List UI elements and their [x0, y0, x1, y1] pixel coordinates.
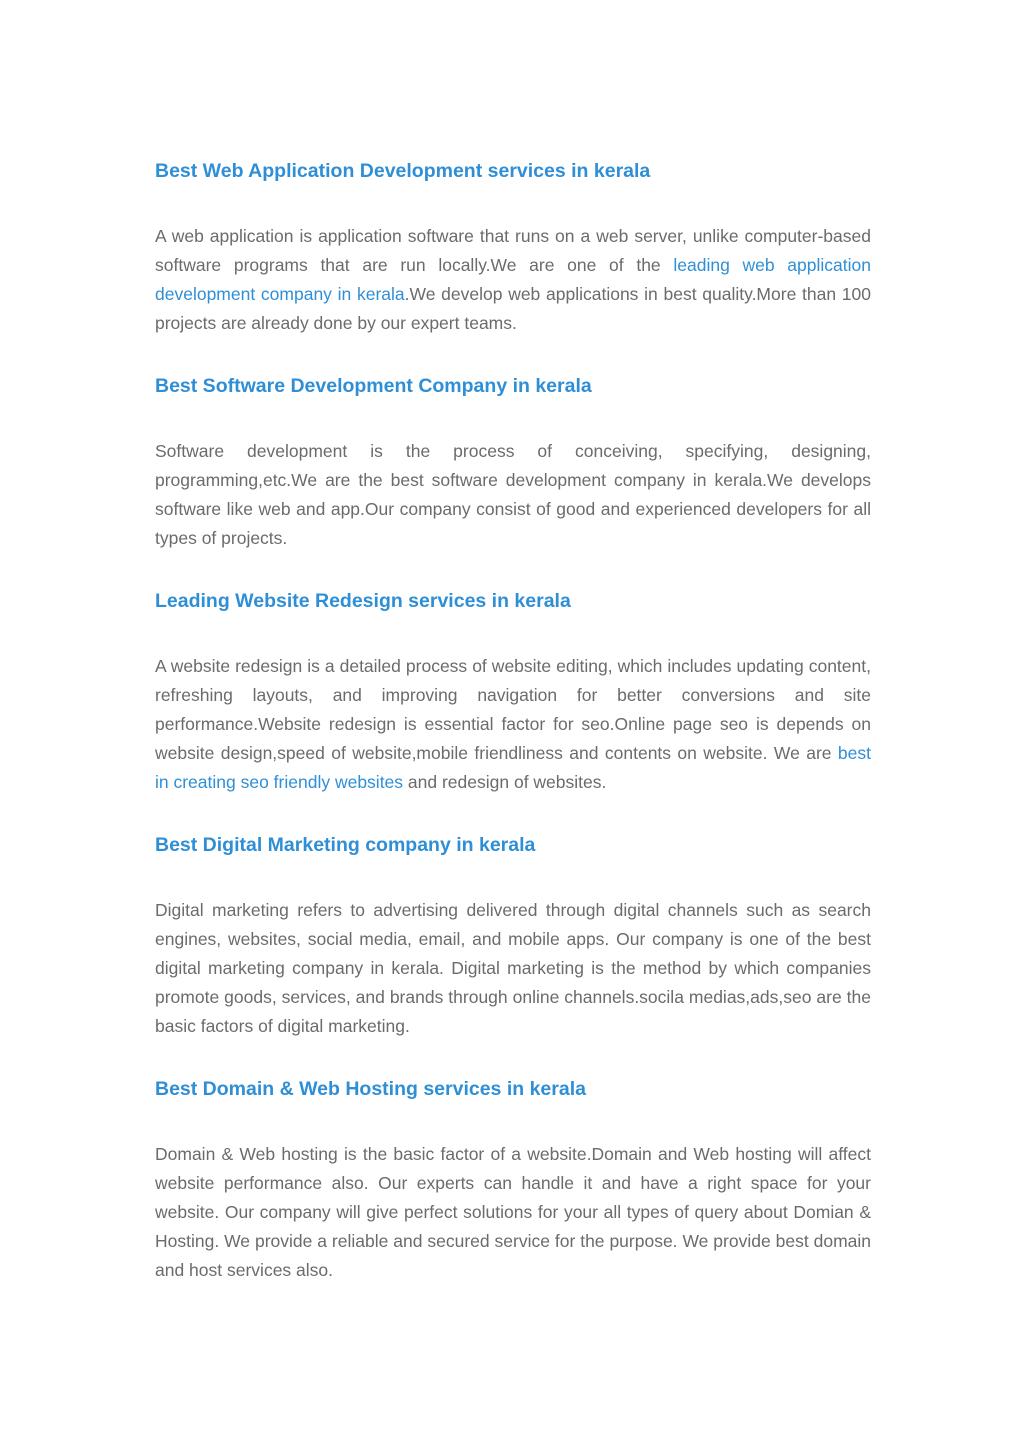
- paragraph-text: A web application is application software that runs on a web server, unlike computer-based software programs that are run locally.We are one of the: [155, 226, 871, 275]
- seo-friendly-websites-link[interactable]: best in creating seo friendly websites: [155, 743, 871, 792]
- section-heading: Best Software Development Company in kerala: [155, 375, 592, 397]
- section-paragraph: Domain & Web hosting is the basic factor of a website.Domain and Web hosting will affect website performance also. Our experts can handle it and have a right space for your website. Our company will give perfect solutions for your all types of query about Domian & Hosting. We provide a reliable and secured service for the purpose. We provide best domain and host services also.: [155, 1144, 871, 1280]
- section-heading: Best Domain & Web Hosting services in kerala: [155, 1078, 586, 1100]
- paragraph-text: and redesign of websites.: [403, 772, 607, 792]
- section-domain-hosting: [155, 1075, 871, 1285]
- section-digital-marketing: [155, 831, 871, 1041]
- section-heading: Leading Website Redesign services in kerala: [155, 590, 571, 612]
- section-software-development: [155, 372, 871, 553]
- section-heading: Best Digital Marketing company in kerala: [155, 834, 536, 856]
- section-paragraph: [155, 222, 871, 338]
- section-paragraph: Digital marketing refers to advertising delivered through digital channels such as search engines, websites, social media, email, and mobile apps. Our company is one of the best digital marketing company in kerala. Digital marketing is the method by which companies promote goods, services, and brands through online channels.socila medias,ads,seo are the basic factors of digital marketing.: [155, 900, 871, 1036]
- paragraph-text: .We develop web applications in best quality.More than 100 projects are already done by our expert teams.: [155, 284, 871, 333]
- document-body: [155, 157, 871, 1285]
- section-website-redesign: [155, 587, 871, 797]
- web-application-link[interactable]: leading web application development company in kerala: [155, 255, 871, 304]
- paragraph-text: A website redesign is a detailed process of website editing, which includes updating content, refreshing layouts, and improving navigation for better conversions and site performance.Website redesign is essential factor for seo.Online page seo is depends on website design,speed of website,mobile friendliness and contents on website. We are: [155, 656, 871, 763]
- section-paragraph: [155, 652, 871, 797]
- section-heading: Best Web Application Development services in kerala: [155, 160, 651, 182]
- section-paragraph: Software development is the process of conceiving, specifying, designing, programming,etc.We are the best software development company in kerala.We develops software like web and app.Our company consist of good and experienced developers for all types of projects.: [155, 441, 871, 548]
- section-web-application: [155, 157, 871, 338]
